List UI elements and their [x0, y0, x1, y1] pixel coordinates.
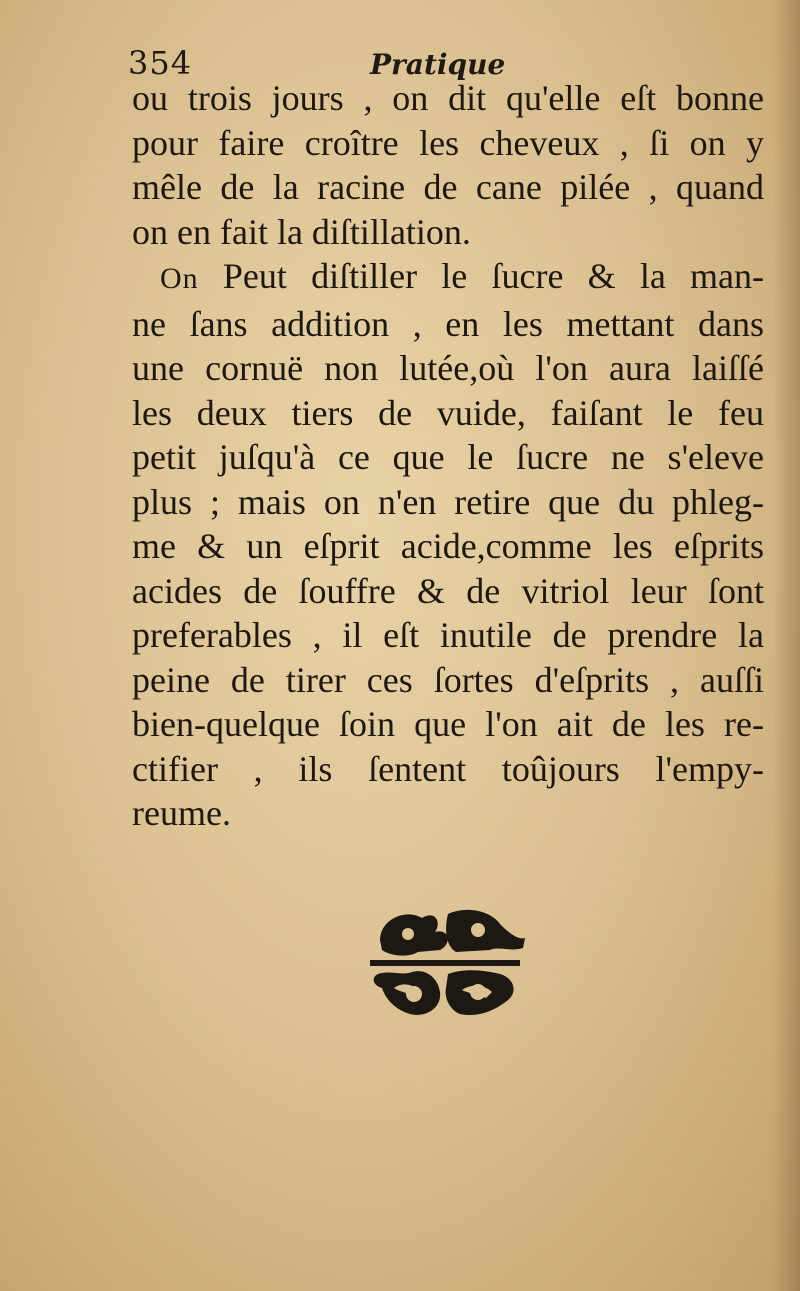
text-line: me & un eſprit acide,comme les eſprits: [132, 526, 764, 566]
text-line: ou trois jours , on dit qu'elle eſt bonne: [132, 78, 764, 118]
text-line: mêle de la racine de cane pilée , quand: [132, 167, 764, 207]
paragraph-first-line: [132, 254, 764, 302]
text-line: on en fait la diſtillation.: [132, 211, 471, 252]
tailpiece-ornament-icon: [360, 900, 530, 1030]
text-line: les deux tiers de vuide, faiſant le feu: [132, 392, 764, 433]
text-line: une cornuë non lutée,où l'on aura laiſſé: [132, 348, 764, 388]
text-line: ne ſans addition , en les mettant dans: [132, 303, 764, 344]
text-line: Peut diſtiller le ſucre & la man-: [222, 256, 765, 296]
text-line: preferables , il eſt inutile de prendre la: [132, 615, 764, 655]
text-line: reume.: [132, 793, 231, 833]
paragraph-lead: On: [160, 262, 199, 295]
body-text: [132, 76, 764, 836]
text-line: bien-quelque ſoin que l'on ait de les re-: [132, 704, 764, 744]
page-number: 354: [128, 44, 193, 82]
running-head: Pratique: [370, 48, 506, 81]
text-line: plus ; mais on n'en retire que du phleg-: [132, 481, 764, 522]
text-line: ctifier , ils ſentent toûjours l'empy-: [132, 748, 764, 789]
text-line: peine de tirer ces ſortes d'eſprits , auſſi: [132, 659, 764, 700]
text-line: petit juſqu'à ce que le ſucre ne s'eleve: [132, 437, 764, 477]
text-line: acides de ſouffre & de vitriol leur ſont: [132, 570, 764, 611]
text-line: pour faire croître les cheveux , ſi on y: [132, 122, 764, 163]
